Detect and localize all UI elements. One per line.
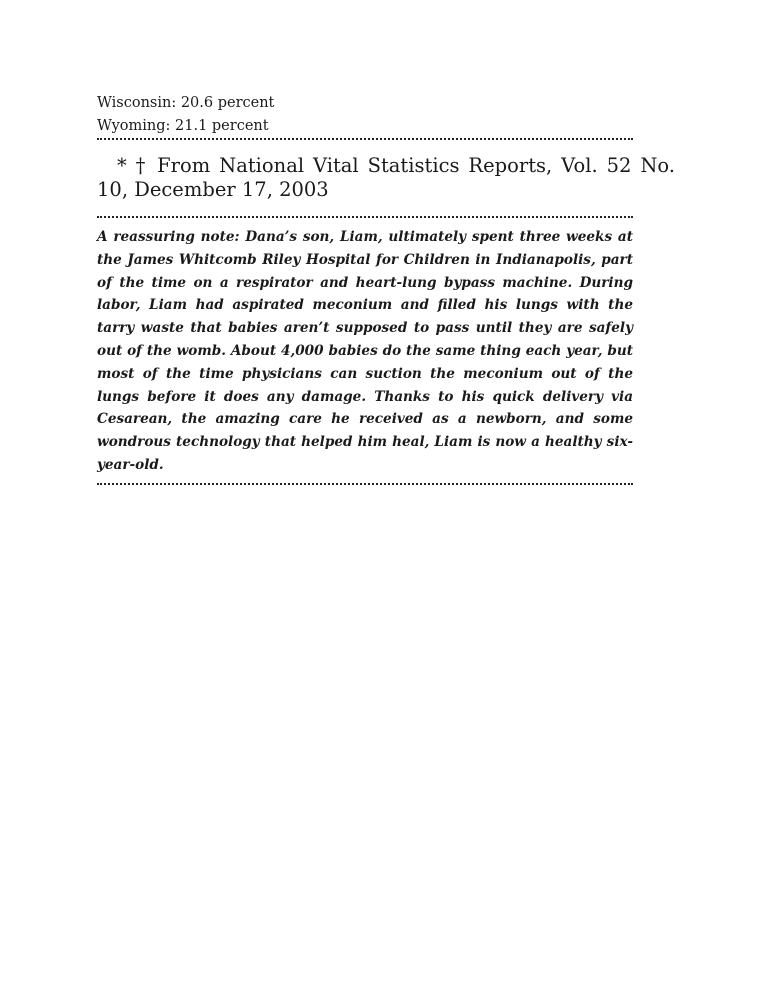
sidebar-note: A reassuring note: Dana’s son, Liam, ultimately spent three weeks at the James Whitcomb Riley Hospital for Children in Indianapolis, part of the time on a respirator and heart-lung bypass machine. During labor, Liam had aspirated meconium and filled his lungs with the tarry waste that babies aren’t supposed to pass until they are safely out of the womb. About 4,000 babies do the same thing each year, but most of the time physicians can suction the meconium out of the lungs before it does any damage. Thanks to his quick delivery via Cesarean, the amazing care he received as a newborn, and some wondrous technology that helped him heal, Liam is now a healthy six-year-old. — [97, 229, 633, 473]
dotted-divider-bottom — [97, 483, 633, 485]
document-page — [97, 92, 675, 485]
source-footnote: * † From National Vital Statistics Reports, Vol. 52 No. 10, December 17, 2003 — [97, 154, 675, 201]
dotted-divider-top — [97, 138, 633, 140]
stat-line-wyoming: Wyoming: 21.1 percent — [97, 118, 269, 134]
stat-line-wisconsin: Wisconsin: 20.6 percent — [97, 95, 275, 111]
dotted-divider-middle — [97, 216, 633, 218]
